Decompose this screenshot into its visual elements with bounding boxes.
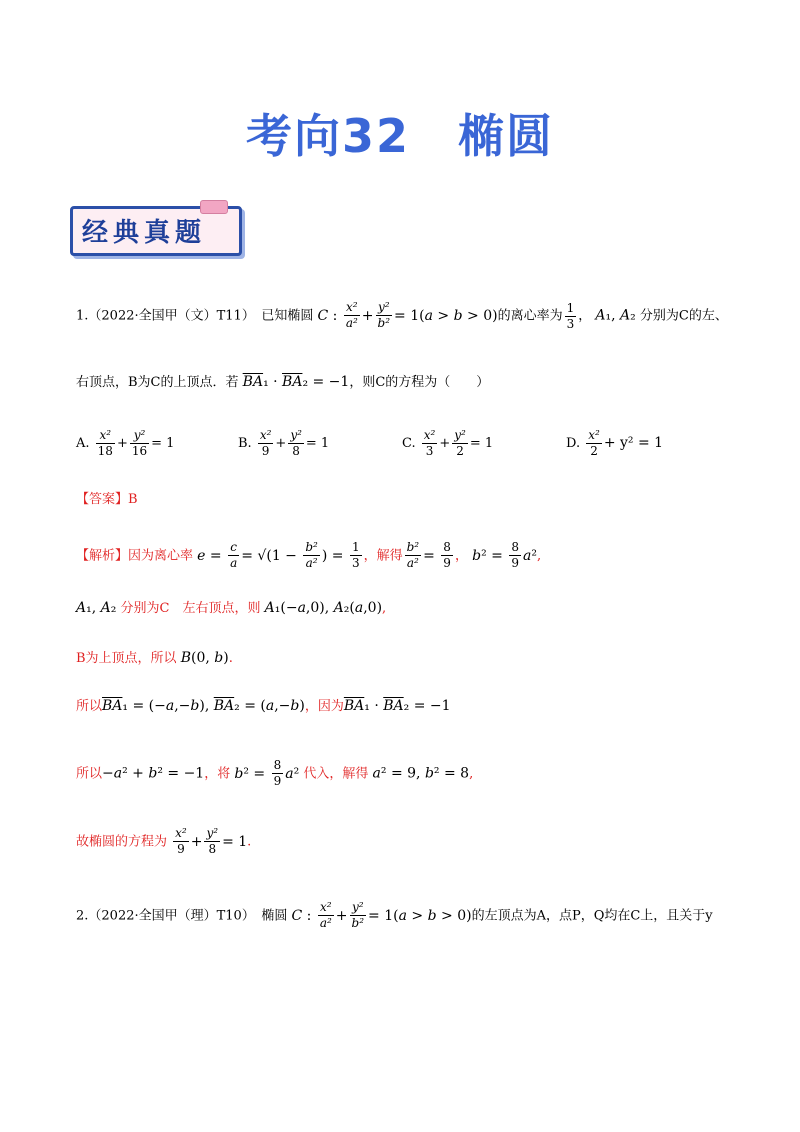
- analysis-5a: 所以: [76, 766, 103, 782]
- frac-den: 9: [261, 444, 270, 458]
- q1-analysis-line1: 【解析】因为离心率 e = $\frac{c}{a}$ = √(1 − $\frac{\text{b²}}{\text{a²}}$ ) = $\frac{1}{3}$ ，解得 $\frac{\text{b²}}{\text{a²}}$ = $\frac{8}{9}$ ， b² = $\frac{8}{9}$ a²,: [76, 540, 542, 570]
- q1-analysis-line3: B为上顶点，所以 B(0, b).: [76, 650, 233, 666]
- q1-line2: 右顶点，B为C的上顶点．若: [76, 375, 239, 390]
- q1-analysis-line6: 故椭圆的方程为 $\frac{\text{x²}}{9}$ + $\frac{\text{y²}}{8}$ = 1.: [76, 826, 252, 856]
- analysis-label: 【解析】因为离心率: [76, 548, 194, 564]
- q2-stem: 2.（2022·全国甲（理）T10） 椭圆 C : $\frac{\text{x²}}{\text{a²}}$ + $\frac{\text{y²}}{\text{b²}}$ = 1(a > b > 0)的左顶点为A，点P，Q均在C上，且关于y: [76, 900, 713, 930]
- section-banner: [70, 200, 240, 252]
- option-label: D.: [566, 436, 581, 451]
- q1-label: 1.（2022·全国甲（文）T11） 已知椭圆: [76, 308, 314, 324]
- q1-analysis-line4: 所以$\overline{BA}_1 = (-a,-b)$, $\overline{BA}_2 = (a,-b)$，因为$\overline{BA}_1 \cdot \overline{BA}_2 = -1$: [76, 698, 451, 714]
- analysis-2: 分别为C 左右顶点，则: [120, 601, 261, 616]
- frac-num: y²: [130, 428, 149, 444]
- option-label: C.: [402, 436, 416, 451]
- analysis-6: 故椭圆的方程为: [76, 834, 168, 850]
- frac-num: x²: [423, 428, 436, 442]
- q2-stem-text: 的左顶点为A，点P，Q均在C上，且关于y: [471, 908, 713, 924]
- q1-option-b[interactable]: B. $\frac{\text{x²}}{9}$ + $\frac{\text{y²}}{8}$ = 1: [238, 428, 330, 458]
- analysis-3: B为上顶点，所以: [76, 651, 177, 666]
- frac-den: 3: [425, 444, 434, 458]
- frac-num: y²: [454, 428, 466, 442]
- frac-num: x²: [259, 428, 272, 442]
- q1-line2b: ，则C的方程为（ ）: [349, 375, 490, 390]
- option-label: A.: [76, 436, 90, 451]
- q1-option-d[interactable]: [566, 428, 663, 459]
- frac-num: y²: [290, 428, 302, 442]
- frac-num: x²: [588, 428, 600, 442]
- q1-analysis-line5: 所以−a² + b² = −1，将 b² = $\frac{8}{9}$ a² 代入，解得 a² = 9, b² = 8,: [76, 758, 474, 788]
- q2-label: 2.（2022·全国甲（理）T10） 椭圆: [76, 908, 288, 924]
- q1-stem-a: 的离心率为: [497, 308, 563, 324]
- frac-num: x²: [96, 428, 115, 444]
- option-d-tail: + y² = 1: [603, 435, 664, 451]
- q1-stem-line1: 1.（2022·全国甲（文）T11） 已知椭圆 C : $\frac{\text{x²}}{\text{a²}}$ + $\frac{\text{y²}}{\text{b²}}$ = 1(a > b > 0)的离心率为 $\frac{1}{3}$ ， A₁, A₂ 分别为C的左、: [76, 300, 728, 331]
- q1-stem-b: ，: [578, 308, 592, 324]
- q1-answer: 【答案】B: [76, 492, 138, 507]
- frac-den: 16: [131, 444, 148, 458]
- q1-stem-c: 分别为C的左、: [639, 308, 728, 324]
- analysis-4a: 所以: [76, 699, 103, 714]
- q1-stem-line2: 右顶点，B为C的上顶点．若 $\overline{BA}_1 \cdot \overline{BA}_2 = -1$，则C的方程为（ ）: [76, 374, 490, 390]
- frac-den: 2: [590, 444, 598, 458]
- q1-option-a[interactable]: A. $\frac{\text{x²}}{18}$ + $\frac{\text{y²}}{16}$ = 1: [76, 428, 175, 458]
- q1-analysis-line2: A₁, A₂ 分别为C 左右顶点，则 A₁(−a,0), A₂(a,0),: [76, 600, 387, 616]
- analysis-4b: ，因为: [304, 699, 344, 714]
- analysis-5c: 代入，解得: [303, 766, 369, 782]
- frac-den: 8: [292, 444, 300, 458]
- option-label: B.: [238, 436, 252, 451]
- page-title: 考向32 椭圆: [245, 109, 554, 163]
- frac-den: 18: [97, 444, 113, 458]
- section-banner-label: 经典真题: [82, 218, 207, 248]
- q1-option-c[interactable]: C. $\frac{\text{x²}}{3}$ + $\frac{\text{y²}}{2}$ = 1: [402, 428, 494, 458]
- analysis-1b: ，解得: [363, 548, 403, 564]
- analysis-5b: ，将: [204, 766, 231, 782]
- analysis-1c: ，: [454, 548, 468, 564]
- frac-den: 2: [456, 444, 464, 458]
